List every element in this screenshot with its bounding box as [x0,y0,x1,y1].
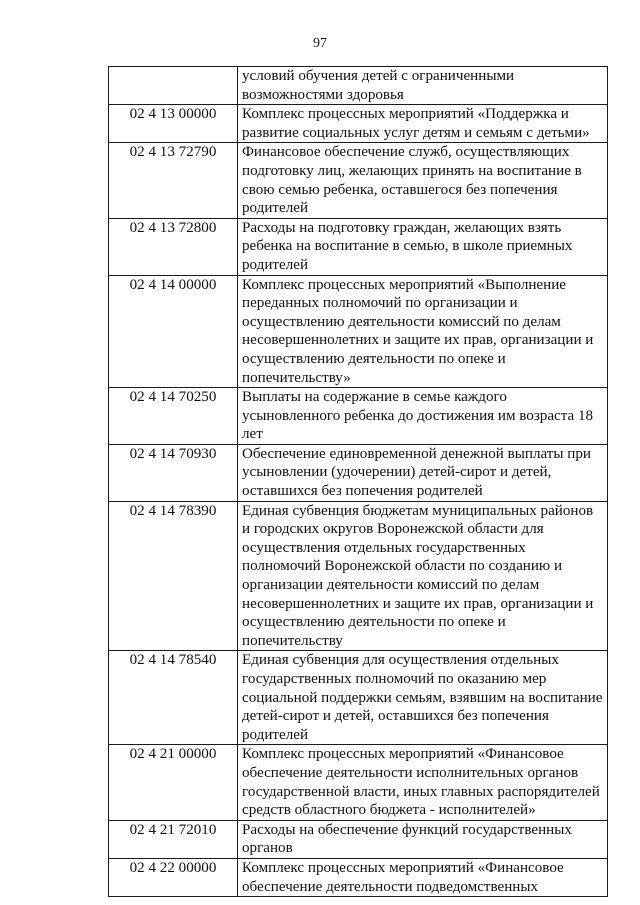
description-line: ребенка на воспитание в семью, в школе приемных [242,238,573,255]
description-line: и городских округов Воронежской области для [242,521,544,538]
table-row [109,444,608,501]
description-line: Единая субвенция для осуществления отдельных [242,652,559,669]
description-line: Финансовое обеспечение служб, осуществляющих [242,144,570,161]
classification-code: 02 4 13 72790 [109,143,238,218]
classification-code: 02 4 13 00000 [109,105,238,143]
description-line: родителей [242,256,309,273]
description-line: свою семью ребенка, оставшегося без попечения [242,181,558,198]
table-row [109,143,608,218]
description-line: организации деятельности комиссий по делам [242,577,540,594]
classification-code: 02 4 14 70930 [109,444,238,501]
table-row [109,501,608,651]
description-line: условий обучения детей с ограниченными [242,68,515,84]
expense-description [238,820,608,858]
classification-code: 02 4 22 00000 [109,858,238,896]
table-body [109,67,608,897]
description-line: Комплекс процессных мероприятий «Поддержка и [242,106,569,123]
description-line: Расходы на подготовку граждан, желающих взять [242,219,562,236]
description-line: Комплекс процессных мероприятий «Финансовое [242,859,564,876]
table-row [109,651,608,745]
page-number: 97 [313,36,327,51]
description-line: детей-сирот и детей, оставшихся без попечения [242,708,549,725]
description-line: родителей [242,200,309,217]
description-line: Обеспечение единовременной денежной выплаты при [242,445,591,462]
description-line: обеспечение деятельности исполнительных органов [242,764,579,781]
description-line: осуществлению деятельности комиссий по делам [242,313,561,330]
description-line: подготовку лиц, желающих принять на воспитание в [242,162,582,179]
classification-code: 02 4 13 72800 [109,218,238,275]
description-line: государственных полномочий по оказанию мер [242,671,547,687]
expense-description [238,143,608,218]
description-line: Выплаты на содержание в семье каждого [242,389,507,406]
classification-code: 02 4 14 78540 [109,651,238,745]
description-line: средств областного бюджета - исполнителей» [242,802,536,819]
table-row [109,388,608,445]
table-row [109,820,608,858]
expense-description [238,105,608,143]
expense-description [238,444,608,501]
description-line: Единая субвенция бюджетам муниципальных районов [242,502,594,519]
description-line: Комплекс процессных мероприятий «Выполнение [242,276,566,293]
classification-code [109,67,238,105]
description-line: Расходы на обеспечение функций государственных [242,821,572,838]
description-line: попечительству» [242,369,351,386]
description-line: осуществлению деятельности по опеке и [242,614,506,631]
description-line: несовершеннолетних и защите их прав, организации и [242,332,594,349]
classification-code: 02 4 14 70250 [109,388,238,445]
table-row [109,218,608,275]
expense-description [238,858,608,896]
description-line: осуществлению деятельности по опеке и [242,350,506,367]
description-line: усыновлении (удочерении) детей-сирот и детей, [242,464,552,481]
description-line: несовершеннолетних и защите их прав, организации и [242,595,594,612]
classification-code: 02 4 21 72010 [109,820,238,858]
description-line: социальной поддержки семьям, взявшим на воспитание [242,689,603,706]
expense-description [238,501,608,651]
expense-description [238,388,608,445]
table-row [109,105,608,143]
expense-description [238,67,608,105]
table-row [109,67,608,105]
description-line: органов [242,840,293,857]
description-line: осуществления отдельных государственных [242,539,526,556]
description-line: полномочий Воронежской области по созданию и [242,558,563,575]
description-line: усыновленного ребенка до достижения им возраста 18 [242,407,594,424]
description-line: Комплекс процессных мероприятий «Финансовое [242,746,564,763]
expense-description [238,218,608,275]
description-line: развитие социальных услуг детям и семьям с детьми» [242,124,590,141]
table-row [109,275,608,388]
description-line: обеспечение деятельности подведомственных [242,878,539,895]
table-row [109,745,608,820]
classification-code: 02 4 14 00000 [109,275,238,388]
classification-code: 02 4 14 78390 [109,501,238,651]
description-line: государственной власти, иных главных распорядителей [242,783,600,800]
description-line: родителей [242,726,309,743]
description-line: возможностями здоровья [242,86,404,103]
description-line: переданных полномочий по организации и [242,295,518,312]
expense-description [238,651,608,745]
table-row [109,858,608,896]
expense-description [238,745,608,820]
expense-description [238,275,608,388]
description-line: оставшихся без попечения родителей [242,483,483,500]
description-line: попечительству [242,632,343,649]
classification-code: 02 4 21 00000 [109,745,238,820]
description-line: лет [242,426,263,443]
budget-classification-table [108,66,608,897]
